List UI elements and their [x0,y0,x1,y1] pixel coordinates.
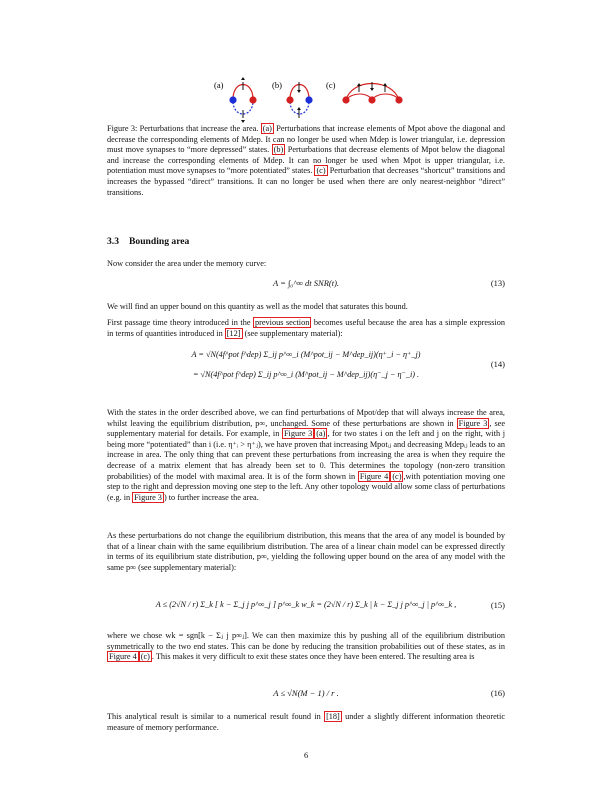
section-number: 3.3 [107,236,119,247]
figure-3-diagrams [212,76,412,126]
panel-a-diagram [229,77,256,123]
panel-b-label: (b) [272,80,282,90]
paragraph-4-text-3: , for two states i on the left and j on the right, with j being more “potentiated” than i (i.e. η⁺ᵢ > η⁺ⱼ), we have proven that increasing Mpotᵢⱼ and decreasing Mdepᵢⱼ leads to an increase in area. The only thing that can prevent these perturbations from increasing the area is when they require the decrease of a matrix element that has already been set to 0. This determines the topology (non-zero transition probabilities) of the model with maximal area. It is of the form shown in [107,429,506,481]
paragraph-7 [107,712,505,733]
caption-text-c: Perturbation that decreases “shortcut” transitions and increases the bypassed “direct” transitions. It can no longer be used when there are only nearest-neighbor “direct” transitions. [107,166,505,197]
paragraph-4-text-4: ,with potentiation moving one step to the right and depression moving one step to the left. Any other topology would allow some class of perturbations (e.g. in [107,471,505,502]
equation-15 [107,600,505,620]
equation-15-body: A ≤ (2√N / r) Σ_k [ k − Σ_j j p^∞_j ] p^∞_k w_k = (2√N / r) Σ_k | k − Σ_j j p^∞_j | p^∞_k , [155,600,457,609]
caption-ref-a[interactable]: (a) [262,124,272,133]
paragraph-6-text-1: where we chose wk = sgn[k − Σⱼ j p∞ⱼ]. We can then maximize this by pushing all of the equilibrium distribution symmetrically to the two end states. This can be done by reducing the transition probabilities out of these states, as in [107,631,505,651]
equation-16-body: A ≤ √N(M − 1) / r . [273,688,339,698]
paragraph-7-text-2: under a slightly different information theoretic measure of memory performance. [107,712,505,732]
link-figure-3-a[interactable]: Figure 3 [458,418,488,428]
page-number: 6 [303,751,309,760]
equation-16 [107,688,505,708]
caption-text-b: Perturbations that decrease elements of Mpot below the diagonal and increase the corresponding elements of Mdep. It can no longer be used when Mpot is upper triangular, i.e. potentiation must move synapses to “more potentiated” states. [107,145,506,176]
panel-b-diagram [286,82,312,118]
link-figure-4-c[interactable]: Figure 4 [109,652,137,662]
paragraph-3 [107,318,505,339]
figure-3 [212,76,412,126]
panel-c-diagram [342,82,402,104]
section-title: Bounding area [129,236,190,247]
link-figure-4-c-sub[interactable]: (c) [140,652,150,662]
equation-15-number: (15) [490,600,505,610]
paragraph-2: We will find an upper bound on this quantity as well as the model that saturates this bound. [107,302,408,311]
paragraph-6-text-2: . This makes it very difficult to exit these states once they have been entered. The resulting area is [151,652,475,662]
equation-14-line-2: = √N(4f^pot f^dep) Σ_ij p^∞_i (M^pot_ij − M^dep_ij)(η⁻_j − η⁻_i) . [192,370,420,379]
paragraph-1: Now consider the area under the memory curve: [107,259,267,268]
paragraph-4-text-5: ) to further increase the area. [163,492,259,502]
section-heading [107,236,189,247]
equation-13-body: A = ∫₀^∞ dt SNR(t). [272,278,340,288]
link-figure-4[interactable]: Figure 4 [359,471,389,481]
paragraph-3-text-2: becomes useful because the area has a simple expression in terms of quantities introduced in [107,318,505,338]
figure-caption [107,124,505,198]
paragraph-4 [107,408,505,503]
link-figure-3-c[interactable]: Figure 3 [134,492,162,502]
equation-14 [107,349,505,389]
caption-ref-b[interactable]: (b) [273,145,284,155]
paragraph-7-text-1: This analytical result is similar to a numerical result found in [107,712,321,721]
panel-a-label: (a) [214,80,224,90]
caption-text-a: Perturbations that increase elements of Mpot above the diagonal and decrease the corresponding elements of Mdep. It can no longer be used when Mdep is lower triangular, i.e. depression must move synapses to “more depressed” states. [107,124,506,155]
citation-12[interactable]: [12] [226,328,241,338]
paragraph-5: As these perturbations do not change the equilibrium distribution, this means that the area of any model is bounded by that of a linear chain with the same equilibrium distribution. The area of a linear chain model can be expressed directly in terms of its equilibrium state distribution, p∞, yielding the following upper bound on the area of any model with the same p∞ (see supplementary material): [107,531,505,572]
paragraph-3-text-1: First passage time theory introduced in the [107,318,251,327]
equation-14-line-1: A = √N(4f^pot f^dep) Σ_ij p^∞_i (M^pot_ij − M^dep_ij)(η⁺_i − η⁺_j) [191,350,421,359]
paragraph-6 [107,631,505,663]
paragraph-4-text-2: , see supplementary material for details. For example, in [107,418,505,439]
equation-16-number: (16) [490,688,505,698]
paragraph-4-text-1: With the states in the order described above, we can find perturbations of Mpot/dep that will always increase the area, whilst leaving the equilibrium distribution, p∞, unchanged. Some of these perturbations are shown in [107,408,505,428]
caption-lead: Figure 3: Perturbations that increase the area. [107,124,259,133]
equation-14-number: (14) [490,359,505,369]
link-figure-4-sub[interactable]: (c) [392,471,402,481]
caption-ref-c[interactable]: (c) [316,166,326,176]
link-figure-3-b-sub[interactable]: (a) [316,429,326,439]
link-figure-3-b[interactable]: Figure 3 [283,429,313,439]
citation-18[interactable]: [18] [326,712,340,721]
panel-c-label: (c) [326,80,336,90]
paragraph-3-text-3: (see supplementary material): [244,328,343,338]
equation-13-number: (13) [490,278,505,288]
equation-13 [107,278,505,298]
link-previous-section[interactable]: previous section [255,318,310,327]
